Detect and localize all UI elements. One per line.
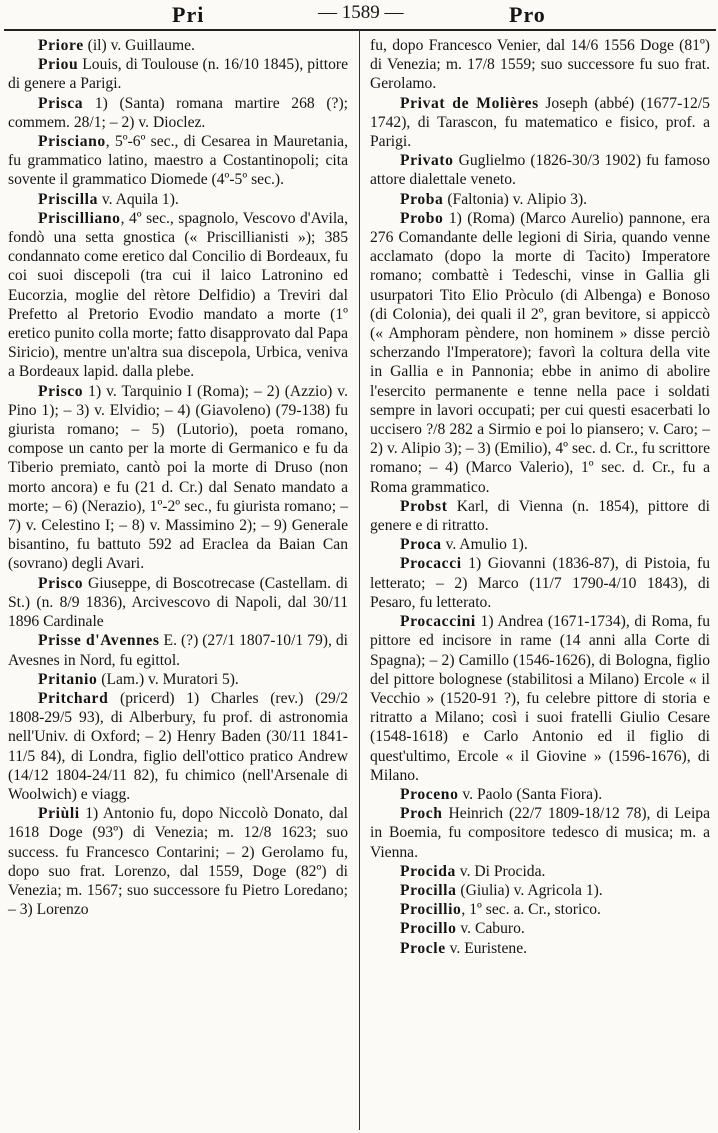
dictionary-entry	[370, 612, 710, 785]
dictionary-entry	[370, 36, 710, 94]
entry-headword: Proca	[400, 536, 442, 554]
left-column	[8, 36, 348, 919]
dictionary-entry	[370, 554, 710, 612]
dictionary-entry	[370, 190, 710, 209]
entry-headword: Procle	[400, 939, 446, 957]
entry-text: , 4º sec., spagnolo, Vescovo d'Avila, fondò una setta gnostica (« Priscillianisti »); 385 condannato come eretico dal Concilio di Bordeaux, fu coi suoi discepoli (tra cui il laico Latronino ed Eucorzia, moglie del rètore Delfidio) a Treviri dal Prefetto al Pretorio Evodio mandato a morte (1º eretico punito colla morte; fatto disapprovato dal Papa Siricio), mentre un'altra sua discepola, Urbica, veniva a Bordeaux lapid. dalla plebe.	[8, 209, 348, 381]
entry-headword: Procida	[400, 862, 456, 880]
entry-headword: Pritanio	[38, 670, 98, 688]
dictionary-entry	[8, 132, 348, 190]
entry-headword: Privat de Molières	[400, 94, 539, 112]
entry-headword: Proceno	[400, 785, 459, 803]
dictionary-entry	[370, 919, 710, 938]
header-right-guide-word: Pro	[509, 2, 546, 27]
entry-headword: Prisciano	[38, 133, 106, 151]
entry-headword: Priore	[38, 37, 84, 54]
dictionary-entry	[8, 55, 348, 93]
entry-text: 1) Antonio fu, dopo Niccolò Donato, dal 1618 Doge (93º) di Venezia; m. 12/8 1623; suo success. fu Francesco Contarini; – 2) Gerolamo fu, dopo suo frat. Lorenzo, dal 1559, Doge (82º) di Venezia; m. 1567; suo successore fu Pietro Loredano; – 3) Lorenzo	[8, 805, 348, 919]
entry-headword: Privato	[400, 152, 454, 170]
dictionary-entry	[8, 209, 348, 382]
entry-headword: Procacci	[400, 555, 462, 573]
entry-text: (Faltonia) v. Alipio 3).	[443, 190, 588, 208]
entry-headword: Prisse d'Avennes	[38, 632, 160, 650]
column-divider	[359, 30, 360, 1130]
dictionary-entry	[370, 497, 710, 535]
dictionary-entry	[8, 574, 348, 632]
entry-text: 1) Giovanni (1836-87), di Pistoia, fu letterato; – 2) Marco (11/7 1790-4/10 1843), di Pesaro, fu letterato.	[370, 555, 710, 611]
dictionary-entry	[370, 804, 710, 862]
entry-text: v. Euristene.	[445, 939, 528, 957]
dictionary-entry	[370, 785, 710, 804]
entry-headword: Priùli	[38, 805, 80, 823]
entry-text: v. Caburo.	[456, 920, 525, 938]
entry-headword: Prisco	[38, 382, 84, 400]
entry-text: v. Paolo (Santa Fiora).	[458, 785, 603, 803]
entry-text: v. Amulio 1).	[441, 536, 528, 554]
entry-headword: Probo	[400, 209, 444, 227]
entry-headword: Procilla	[400, 881, 457, 899]
right-column	[370, 36, 710, 958]
entry-text: (il) v. Guillaume.	[83, 37, 195, 54]
entry-headword: Priscilla	[38, 190, 98, 208]
dictionary-entry	[370, 151, 710, 189]
entry-headword: Priscilliano	[38, 209, 121, 227]
entry-text: (pricerd) 1) Charles (rev.) (29/2 1808-29/5 93), di Alberbury, fu prof. di astronomia nell'Univ. di Oxford; – 2) Henry Baden (30/11 1841-11/5 84), di Londra, figlio dell'ottico pratico Andrew (14/12 1804-24/11 82), fu chimico (nell'Arsenale di Woolwich) e viagg.	[8, 689, 348, 803]
dictionary-entry	[370, 939, 710, 958]
dictionary-entry	[8, 804, 348, 919]
page-number: — 1589 —	[318, 2, 404, 23]
entry-text: 1) Andrea (1671-1734), di Roma, fu pittore ed incisore in rame (14 anni alla Corte di Spagna); – 2) Camillo (1546-1626), di Bologna, figlio del pittore bolognese (stabilitosi a Milano) Ercole « il Vecchio » (1520-91 ?), fu celebre pittore di storia e ritratto a Milano; così i suoi fratelli Giulio Cesare (1548-1618) e Carlo Antonio ed il figlio di quest'ultimo, Ercole « il Giovine » (1596-1676), di Milano.	[370, 613, 710, 784]
dictionary-entry	[8, 670, 348, 689]
entry-headword: Procillo	[400, 920, 457, 938]
entry-text: , 5º-6º sec., di Cesarea in Mauretania, fu grammatico latino, maestro a Costantinopoli; cita sovente il grammatico Diomede (4º-5º sec.).	[8, 133, 348, 189]
entry-text: v. Aquila 1).	[97, 190, 179, 208]
dictionary-entry	[370, 94, 710, 152]
entry-text: Giuseppe, di Boscotrecase (Castellam. di St.) (n. 8/9 1836), Arcivescovo di Napoli, dal 30/11 1896 Cardinale	[8, 574, 348, 631]
entry-headword: Probst	[400, 497, 448, 515]
dictionary-entry	[8, 190, 348, 209]
entry-text: E. (?) (27/1 1807-10/1 79), di Avesnes in Nord, fu egittol.	[8, 632, 348, 669]
dictionary-entry	[8, 631, 348, 669]
header-rule	[4, 29, 716, 31]
entry-text: (Lam.) v. Muratori 5).	[97, 670, 239, 688]
entry-text: 1) (Santa) romana martire 268 (?); commem. 28/1; – 2) v. Dioclez.	[8, 94, 348, 131]
dictionary-entry	[370, 535, 710, 554]
dictionary-entry	[8, 382, 348, 574]
entry-headword: Prisca	[38, 94, 84, 112]
entry-headword: Procillio	[400, 901, 462, 919]
dictionary-entry	[370, 209, 710, 497]
entry-headword: Proba	[400, 190, 444, 208]
entry-headword: Priou	[38, 56, 79, 74]
entry-headword: Procaccini	[400, 613, 476, 631]
entry-text: fu, dopo Francesco Venier, dal 14/6 1556 Doge (81º) di Venezia; m. 17/8 1559; suo successore fu suo frat. Gerolamo.	[370, 37, 710, 93]
dictionary-entry	[370, 881, 710, 900]
entry-headword: Pritchard	[38, 689, 109, 707]
page-header	[0, 0, 718, 30]
entry-text: , 1º sec. a. Cr., storico.	[461, 901, 601, 919]
entry-text: 1) (Roma) (Marco Aurelio) pannone, era 276 Comandante delle legioni di Siria, quando venne acclamato (dopo la morte di Tacito) Imperatore romano; combattè i Tedeschi, vinse in Gallia gli usurpatori Tito Elio Pròculo (di Albenga) e Bonoso (di Colonia), dei quali il 2º, gran bevitore, si appiccò (« Amphoram pèndere, non hominem » disse perciò scherzando l'Imperatore); favorì la coltura della vite in Gallia e in Pannonia; ebbe in animo di abolire l'esercito permanente e tenne nella pace i soldati sempre in lavori occupati; per cui questi esacerbati lo uccisero ?/8 282 a Sirmio e poi lo piansero; v. Caro; – 2) v. Alipio 3); – 3) (Emilio), 4º sec. d. Cr., fu scrittore romano; – 4) (Marco Valerio), 1º sec. d. Cr., fu a Roma grammatico.	[370, 209, 710, 496]
entry-text: Louis, di Toulouse (n. 16/10 1845), pittore di genere a Parigi.	[8, 56, 348, 93]
entry-text: Guglielmo (1826-30/3 1902) fu famoso attore dialettale veneto.	[370, 152, 710, 189]
dictionary-entry	[8, 94, 348, 132]
entry-text: Karl, di Vienna (n. 1854), pittore di genere e di ritratto.	[370, 497, 710, 535]
dictionary-entry	[370, 900, 710, 919]
dictionary-entry	[8, 689, 348, 804]
entry-headword: Proch	[400, 805, 443, 823]
dictionary-entry	[370, 862, 710, 881]
entry-text: 1) v. Tarquinio I (Roma); – 2) (Azzio) v. Pino 1); – 3) v. Elvidio; – 4) (Giavoleno) (79-138) fu giurista romano; – 5) (Lutorio), poeta romano, compose un canto per la morte di Germanico e fu da Tiberio premiato, cantò poi la morte di Druso (non morto ancora) e fu (21 d. Cr.) dal Senato mandato a morte; – 6) (Nerazio), 1º-2º sec., fu giurista romano; – 7) v. Celestino I; – 8) v. Massimino 2); – 9) Generale bisantino, fu battuto 592 ad Eraclea da Baian Can (sovrano) degli Avari.	[8, 382, 348, 573]
entry-text: v. Di Procida.	[455, 862, 546, 880]
entry-text: Heinrich (22/7 1809-18/12 78), di Leipa in Boemia, fu compositore tedesco di musica; m. a Vienna.	[370, 805, 710, 861]
entry-headword: Prisco	[38, 574, 84, 592]
dictionary-entry	[8, 36, 348, 55]
entry-text: (Giulia) v. Agricola 1).	[456, 881, 603, 899]
entry-text: Joseph (abbé) (1677-12/5 1742), di Tarascon, fu matematico e fisico, prof. a Parigi.	[370, 94, 710, 151]
header-left-guide-word: Pri	[172, 2, 205, 27]
